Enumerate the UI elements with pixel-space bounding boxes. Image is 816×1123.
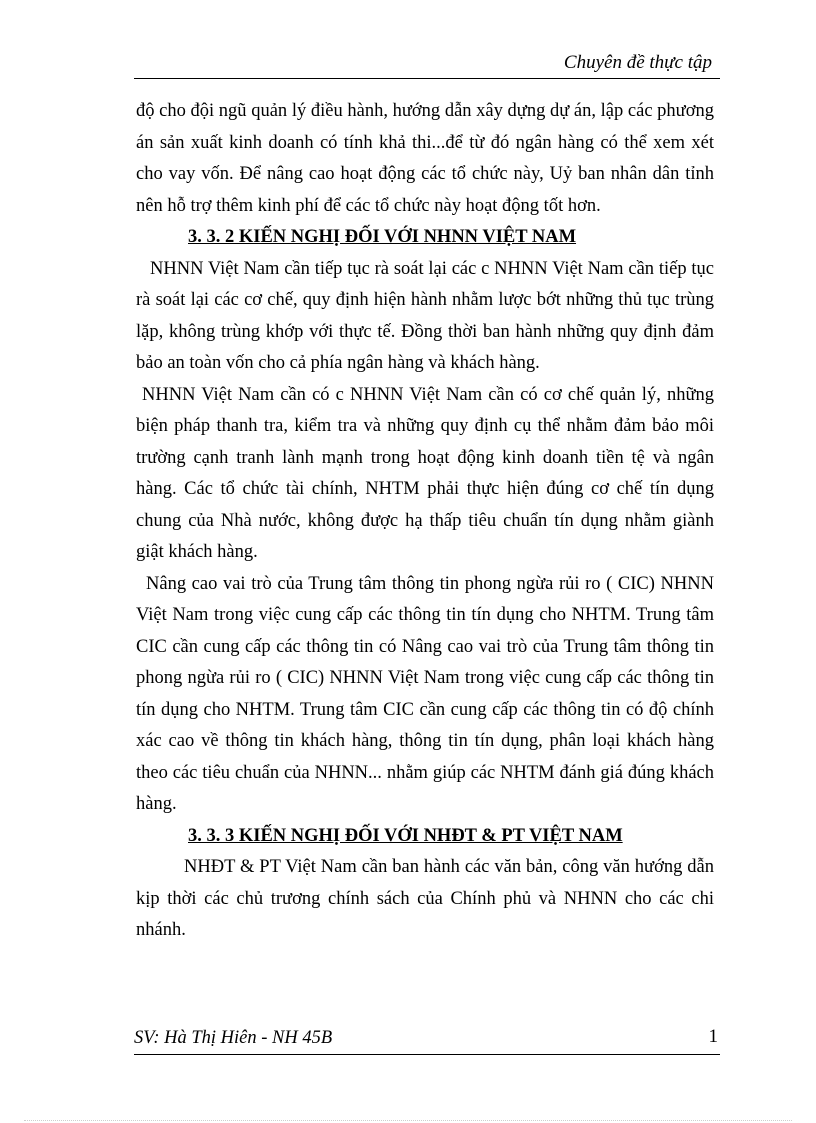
paragraph-nhdt-pt: NHĐT & PT Việt Nam cần ban hành các văn bản, công văn hướng dẫn kịp thời các chủ trương chính sách của Chính phủ và NHNN cho các chi nhánh. <box>136 857 714 940</box>
header-title: Chuyên đề thực tập <box>563 52 712 73</box>
header-rule <box>134 78 720 79</box>
section-heading-3-3-3: 3. 3. 3 KIẾN NGHỊ ĐỐI VỚI NHĐT & PT VIỆT NAM <box>188 825 623 846</box>
paragraph-cic-role: Nâng cao vai trò của Trung tâm thông tin phong ngừa rủi ro ( CIC) NHNN Việt Nam trong việc cung cấp các thông tin tín dụng cho NHTM. Trung tâm CIC cần cung cấp các thông tin có Nâng cao vai trò của Trung tâm thông tin phong ngừa rủi ro ( CIC) NHNN Việt Nam trong việc cung cấp các thông tin tín dụng cho NHTM. Trung tâm CIC cần cung cấp các thông tin có độ chính xác cao về thông tin khách hàng, thông tin tín dụng, phân loại khách hàng theo các tiêu chuẩn của NHNN... nhằm giúp các NHTM đánh giá đúng khách hàng. <box>136 573 714 814</box>
footer-page-number: 1 <box>708 1026 718 1047</box>
footer-author: SV: Hà Thị Hiên - NH 45B <box>134 1028 333 1048</box>
footer-rule <box>134 1054 720 1055</box>
paragraph-nhnn-management: NHNN Việt Nam cần có c NHNN Việt Nam cần có cơ chế quản lý, những biện pháp thanh tra, kiểm tra và những quy định cụ thể nhằm đảm bảo môi trường cạnh tranh lành mạnh trong hoạt động kinh doanh tiền tệ và ngân hàng. Các tổ chức tài chính, NHTM phải thực hiện đúng cơ chế tín dụng chung của Nhà nước, không được hạ thấp tiêu chuẩn tín dụng nhằm giành giật khách hàng. <box>136 384 714 562</box>
body-text <box>136 96 714 947</box>
paragraph-continuation: độ cho đội ngũ quản lý điều hành, hướng dẫn xây dựng dự án, lập các phương án sản xuất kinh doanh có tính khả thi...để từ đó ngân hàng có thể xem xét cho vay vốn. Để nâng cao hoạt động các tổ chức này, Uỷ ban nhân dân tỉnh nên hỗ trợ thêm kinh phí để các tổ chức này hoạt động tốt hơn. <box>136 101 714 216</box>
paragraph-nhnn-review: NHNN Việt Nam cần tiếp tục rà soát lại các c NHNN Việt Nam cần tiếp tục rà soát lại các cơ chế, quy định hiện hành nhằm lược bớt những thủ tục trùng lặp, không trùng khớp với thực tế. Đồng thời ban hành những quy định đảm bảo an toàn vốn cho cả phía ngân hàng và khách hàng. <box>136 258 714 373</box>
section-heading-3-3-2: 3. 3. 2 KIẾN NGHỊ ĐỐI VỚI NHNN VIỆT NAM <box>188 227 577 247</box>
page-edge-line <box>24 1120 792 1121</box>
